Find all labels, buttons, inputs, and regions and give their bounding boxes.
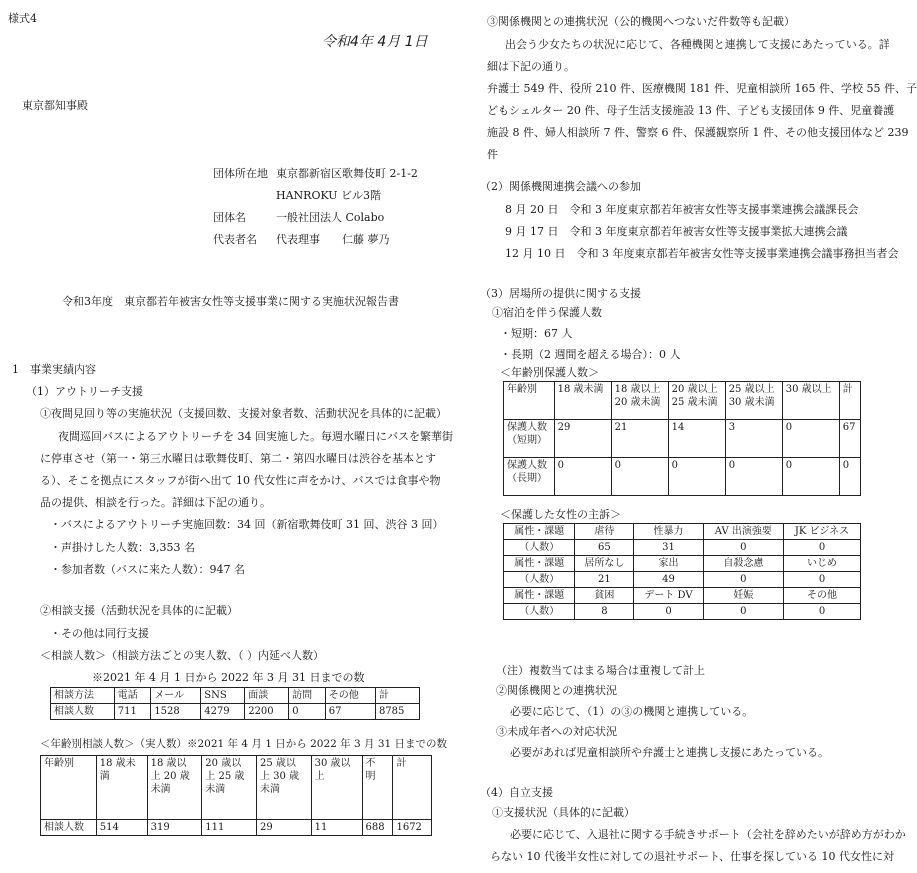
table-header: 訪問 xyxy=(289,688,326,704)
org-address-line1: 東京都新宿区歌舞伎町 2-1-2 xyxy=(276,167,418,180)
table-cell: 0 xyxy=(554,458,611,496)
table-cell: 1528 xyxy=(151,704,201,720)
table-header: デート DV xyxy=(634,588,703,604)
bullet-line: ・短期：67 人 xyxy=(500,327,573,340)
table-cell: 8 xyxy=(575,604,634,620)
table-cell: 49 xyxy=(634,572,703,588)
org-rep-label: 代表者名 xyxy=(213,233,257,246)
form-number: 様式4 xyxy=(8,12,37,25)
table-cell: 111 xyxy=(202,820,257,836)
table-cell: 相談人数 xyxy=(41,820,97,836)
table-cell: 0 xyxy=(289,704,326,720)
table-header: 30 歳以 上 xyxy=(311,756,362,820)
body-line: 件 xyxy=(487,148,498,161)
item-heading: ②関係機関との連携状況 xyxy=(496,684,617,697)
table-header: 20 歳以 上 25 歳 未満 xyxy=(202,756,257,820)
table-cell: 67 xyxy=(839,420,860,458)
table-cell: 4279 xyxy=(201,704,245,720)
table-header: その他 xyxy=(784,588,861,604)
table-cell: 21 xyxy=(575,572,634,588)
org-name-label: 団体名 xyxy=(213,211,246,224)
table-row xyxy=(504,382,861,420)
table-cell: 514 xyxy=(96,820,147,836)
table-cell: 0 xyxy=(725,458,782,496)
section-heading: 1 事業実績内容 xyxy=(12,363,96,376)
table-row xyxy=(504,458,861,496)
table-cell: 2200 xyxy=(245,704,289,720)
table-row xyxy=(504,420,861,458)
table-cell: 29 xyxy=(256,820,311,836)
table-cell: 0 xyxy=(784,604,861,620)
table-row xyxy=(41,820,432,836)
bullet-line: ・長期（2 週間を超える場合）：0 人 xyxy=(500,348,681,361)
table-header: 居所なし xyxy=(575,556,634,572)
table-cell: 31 xyxy=(634,540,703,556)
meeting-line: 9 月 17 日 令和 3 年度東京都若年被害女性等支援事業拡大連携会議 xyxy=(505,225,848,238)
body-line: ＜相談人数＞（相談方法ごとの実人数、（ ）内延べ人数） xyxy=(40,649,324,662)
body-line: 必要があれば児童相談所や弁護士と連携し支援にあたっている。 xyxy=(510,746,829,759)
table-cell: 保護人数 （短期） xyxy=(504,420,555,458)
org-rep: 代表理事 仁藤 夢乃 xyxy=(276,233,390,246)
table-header: 電話 xyxy=(114,688,151,704)
table-header: 30 歳以上 xyxy=(782,382,839,420)
subsection-heading: （3）居場所の提供に関する支援 xyxy=(480,287,641,300)
body-line: 出会う少女たちの状況に応じて、各種機関と連携して支援にあたっている。詳 xyxy=(505,38,890,51)
body-line: らない 10 代後半女性に対しての退社サポート、仕事を探している 10 代女性に対 xyxy=(490,850,894,863)
table-row xyxy=(41,756,432,820)
table-header: 20 歳以上 25 歳未満 xyxy=(668,382,725,420)
table-header: 25 歳以 上 30 歳 未満 xyxy=(256,756,311,820)
consultation-method-table xyxy=(50,687,420,720)
table-cell: 67 xyxy=(325,704,375,720)
table-cell: 0 xyxy=(784,572,861,588)
item-heading: ①夜間見回り等の実施状況（支援回数、支援対象者数、活動状況を具体的に記載） xyxy=(40,407,447,420)
table-row xyxy=(51,704,420,720)
table-header: 属性・課題 xyxy=(504,556,575,572)
body-line: ＜保護した女性の主訴＞ xyxy=(500,508,621,521)
table-header: いじめ xyxy=(784,556,861,572)
body-line: 弁護士 549 件、役所 210 件、医療機関 181 件、児童相談所 165 件、学校 55 件、子 xyxy=(487,82,917,95)
table-cell: 相談人数 xyxy=(51,704,115,720)
table-header: 属性・課題 xyxy=(504,524,575,540)
org-name: 一般社団法人 Colabo xyxy=(276,211,385,224)
table-cell: 0 xyxy=(634,604,703,620)
table-cell: 14 xyxy=(668,420,725,458)
org-address-label: 団体所在地 xyxy=(213,167,268,180)
meeting-line: 12 月 10 日 令和 3 年度東京都若年被害女性等支援事業連携会議事務担当者会 xyxy=(505,247,899,260)
body-line: 必要に応じて、（1）の③の機関と連携している。 xyxy=(510,705,754,718)
table-cell: 711 xyxy=(114,704,151,720)
document-title: 令和3年度 東京都若年被害女性等支援事業に関する実施状況報告書 xyxy=(62,295,399,308)
table-header: 相談方法 xyxy=(51,688,115,704)
table-cell: 21 xyxy=(611,420,668,458)
table-header: 18 歳以 上 20 歳 未満 xyxy=(147,756,202,820)
table-header: 面談 xyxy=(245,688,289,704)
table-header: 貧困 xyxy=(575,588,634,604)
table-header: SNS xyxy=(201,688,245,704)
body-line: る）、そこを拠点にスタッフが街へ出て 10 代女性に声をかけ、バスでは食事や物 xyxy=(40,474,441,487)
table-header: 虐待 xyxy=(575,524,634,540)
age-protection-table xyxy=(503,381,861,496)
body-line: ＜年齢別保護人数＞ xyxy=(500,366,599,379)
complaint-table xyxy=(503,523,861,620)
org-address-line2: HANROKU ビル3階 xyxy=(276,189,382,202)
body-line: 品の提供、相談を行った。詳細は下記の通り。 xyxy=(40,496,271,509)
table-header: 計 xyxy=(839,382,860,420)
table-header: 不 明 xyxy=(362,756,393,820)
table-cell: 29 xyxy=(554,420,611,458)
report-date: 令和4年 4月 1日 xyxy=(322,34,428,50)
table-header: 18 歳未満 xyxy=(554,382,611,420)
table-header: 18 歳以上 20 歳未満 xyxy=(611,382,668,420)
body-line: ※2021 年 4 月 1 日から 2022 年 3 月 31 日までの数 xyxy=(92,671,365,684)
table-cell: 0 xyxy=(668,458,725,496)
body-line: どもシェルター 20 件、母子生活支援施設 13 件、子ども支援団体 9 件、児童養護 xyxy=(487,104,895,117)
body-line: 細は下記の通り。 xyxy=(487,60,575,73)
bullet-line: ・参加者数（バスに来た人数）：947 名 xyxy=(50,563,245,576)
table-cell: 0 xyxy=(784,540,861,556)
table-row xyxy=(504,540,861,556)
table-cell: 8785 xyxy=(375,704,419,720)
table-row xyxy=(504,572,861,588)
table-row xyxy=(51,688,420,704)
table-cell: （人数） xyxy=(504,572,575,588)
table-row xyxy=(504,588,861,604)
bullet-line: ・その他は同行支援 xyxy=(50,627,149,640)
table-row xyxy=(504,556,861,572)
body-line: 施設 8 件、婦人相談所 7 件、警察 6 件、保護観察所 1 件、その他支援団体など 239 xyxy=(487,126,909,139)
table-header: その他 xyxy=(325,688,375,704)
table-header: 年齢別 xyxy=(504,382,555,420)
table-header: メール xyxy=(151,688,201,704)
table-header: 18 歳未 満 xyxy=(96,756,147,820)
table-header: 自殺念慮 xyxy=(703,556,783,572)
table-header: 年齢別 xyxy=(41,756,97,820)
meeting-line: 8 月 20 日 令和 3 年度東京都若年被害女性等支援事業連携会議課長会 xyxy=(505,203,859,216)
table-row xyxy=(504,524,861,540)
bullet-line: ・声掛けした人数：3,353 名 xyxy=(50,541,195,554)
table-cell: 0 xyxy=(782,458,839,496)
table-cell: 3 xyxy=(725,420,782,458)
table-cell: 0 xyxy=(703,604,783,620)
table-cell: 0 xyxy=(703,540,783,556)
table-header: 性暴力 xyxy=(634,524,703,540)
table-header: AV 出演強要 xyxy=(703,524,783,540)
table-cell: 11 xyxy=(311,820,362,836)
subsection-heading: （1）アウトリーチ支援 xyxy=(26,385,143,398)
table-row xyxy=(504,604,861,620)
body-line: 必要に応じて、入退社に関する手続きサポート（会社を辞めたいが辞め方がわか xyxy=(510,828,906,841)
table-cell: 65 xyxy=(575,540,634,556)
item-heading: ③未成年者への対応状況 xyxy=(496,725,617,738)
subsection-heading: （4）自立支援 xyxy=(480,786,553,799)
table-cell: （人数） xyxy=(504,604,575,620)
table-header: 妊娠 xyxy=(703,588,783,604)
subsection-heading: （2）関係機関連携会議への参加 xyxy=(480,180,641,193)
table-header: 25 歳以上 30 歳未満 xyxy=(725,382,782,420)
table-cell: 0 xyxy=(703,572,783,588)
note-line: （注）複数当てはまる場合は重複して計上 xyxy=(496,664,705,677)
table-header: JK ビジネス xyxy=(784,524,861,540)
body-line: 夜間巡回バスによるアウトリーチを 34 回実施した。毎週水曜日にバスを繁華街 xyxy=(58,430,453,443)
table-cell: 1672 xyxy=(393,820,432,836)
table-cell: 0 xyxy=(782,420,839,458)
table-cell: 0 xyxy=(839,458,860,496)
table-cell: （人数） xyxy=(504,540,575,556)
table-cell: 保護人数 （長期） xyxy=(504,458,555,496)
item-heading: ③関係機関との連携状況（公的機関へつないだ件数等も記載） xyxy=(487,15,795,28)
bullet-line: ・バスによるアウトリーチ実施回数：34 回（新宿歌舞伎町 31 回、渋谷 3 回） xyxy=(50,518,444,531)
body-line: に停車させ（第一・第三水曜日は歌舞伎町、第二・第四水曜日は渋谷を基本とす xyxy=(40,452,436,465)
table-header: 属性・課題 xyxy=(504,588,575,604)
table-cell: 319 xyxy=(147,820,202,836)
addressee: 東京都知事殿 xyxy=(22,99,88,112)
item-heading: ①支援状況（具体的に記載） xyxy=(492,806,635,819)
table-cell: 0 xyxy=(611,458,668,496)
item-heading: ②相談支援（活動状況を具体的に記載） xyxy=(40,604,238,617)
age-consultation-table xyxy=(40,755,432,836)
table-header: 計 xyxy=(375,688,419,704)
item-heading: ①宿泊を伴う保護人数 xyxy=(492,306,602,319)
table-cell: 688 xyxy=(362,820,393,836)
table-header: 計 xyxy=(393,756,432,820)
table-header: 家出 xyxy=(634,556,703,572)
body-line: ＜年齢別相談人数＞（実人数）※2021 年 4 月 1 日から 2022 年 3 月 31 日までの数 xyxy=(40,738,448,750)
